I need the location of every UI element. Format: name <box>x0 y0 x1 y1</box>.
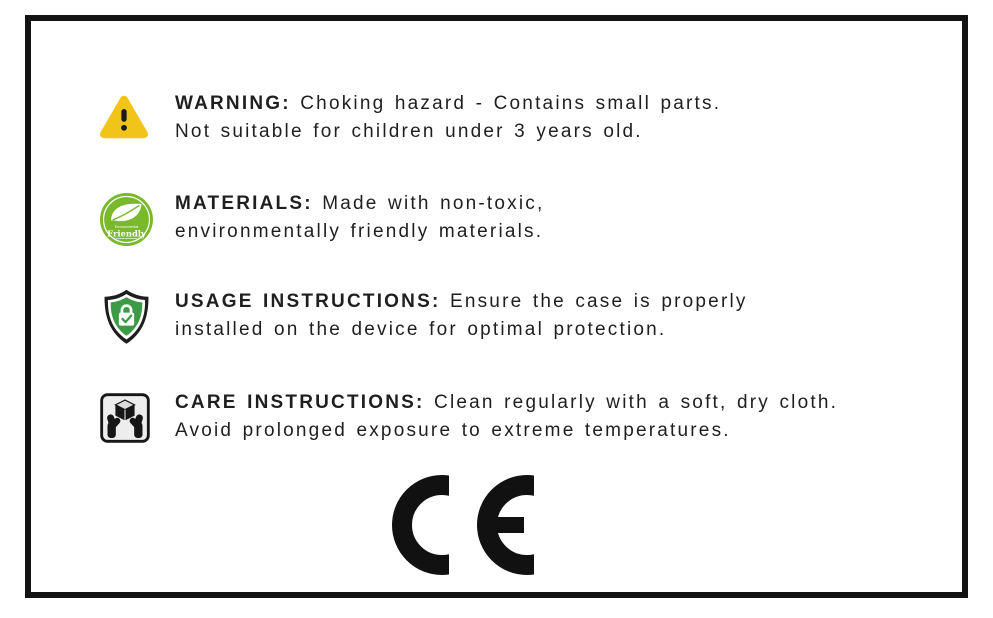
materials-line-2: environmentally friendly materials. <box>175 221 544 242</box>
care-line-1: CARE INSTRUCTIONS: Clean regularly with a soft, dry cloth. <box>175 392 839 413</box>
care-line-2: Avoid prolonged exposure to extreme temperatures. <box>175 420 731 441</box>
materials-text <box>175 190 544 246</box>
eco-badge-line1: Environmental <box>114 224 139 229</box>
usage-text <box>175 288 748 344</box>
eco-badge-line2: Friendly <box>107 228 146 239</box>
care-text <box>175 389 838 445</box>
warning-line-1: WARNING: Choking hazard - Contains small parts. <box>175 93 722 114</box>
handle-with-care-icon <box>100 389 175 443</box>
ce-mark <box>385 469 545 581</box>
warning-section <box>100 90 721 146</box>
security-shield-icon <box>100 288 175 346</box>
warning-label: WARNING: <box>175 93 291 114</box>
usage-line-1: USAGE INSTRUCTIONS: Ensure the case is properly <box>175 291 748 312</box>
warning-line-2: Not suitable for children under 3 years old. <box>175 121 643 142</box>
warning-text <box>175 90 721 146</box>
usage-section <box>100 288 748 346</box>
care-label: CARE INSTRUCTIONS: <box>175 392 425 413</box>
eco-friendly-badge-icon <box>100 190 175 246</box>
usage-label: USAGE INSTRUCTIONS: <box>175 291 441 312</box>
materials-section <box>100 190 544 246</box>
usage-line-2: installed on the device for optimal protection. <box>175 319 667 340</box>
warning-triangle-icon <box>100 90 175 140</box>
care-section <box>100 389 838 445</box>
materials-label: MATERIALS: <box>175 193 313 214</box>
materials-line-1: MATERIALS: Made with non-toxic, <box>175 193 545 214</box>
